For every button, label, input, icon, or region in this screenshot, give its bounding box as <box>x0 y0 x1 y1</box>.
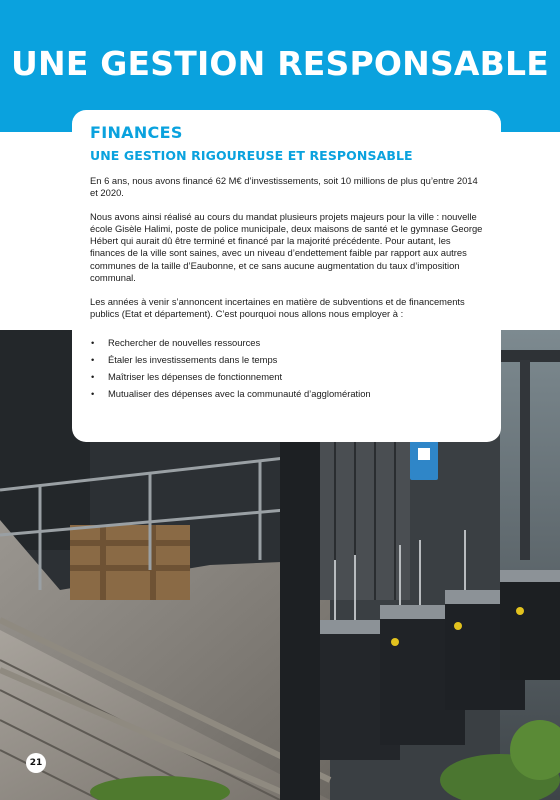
list-item <box>90 351 483 368</box>
section-subtitle: UNE GESTION RIGOUREUSE ET RESPONSABLE <box>90 148 413 163</box>
list-item <box>90 368 483 385</box>
bullet-icon: • <box>91 353 95 365</box>
list-item <box>90 334 483 351</box>
list-item-text: Maîtriser les dépenses de fonctionnement <box>108 370 283 382</box>
list-item-text: Mutualiser des dépenses avec la communauté d’agglomération <box>108 387 371 399</box>
paragraph-projects: Nous avons ainsi réalisé au cours du mandat plusieurs projets majeurs pour la ville : nouvelle école Gisèle Halimi, poste de police municipale, deux maisons de santé et le gymnase George Hébert qui aurait dû être terminé et financé par la majorité précédente. Pour autant, les finances de la ville sont saines, avec un niveau d’endettement faible par rapport aux autres communes de la taille d’Eaubonne, et ce sans aucune augmentation du taux d’imposition communal. <box>90 211 483 283</box>
list-item <box>90 385 483 402</box>
page-number: 21 <box>26 753 46 773</box>
page-title: UNE GESTION RESPONSABLE <box>11 44 549 83</box>
section-title: FINANCES <box>90 123 183 142</box>
paragraph-outlook: Les années à venir s’annoncent incertaines en matière de subventions et de financements publics (Etat et département). C’est pourquoi nous allons nous employer à : <box>90 295 465 319</box>
list-item-text: Rechercher de nouvelles ressources <box>108 336 261 348</box>
list-item-text: Étaler les investissements dans le temps <box>108 353 278 365</box>
content-card <box>72 110 501 442</box>
paragraph-investments: En 6 ans, nous avons financé 62 M€ d’investissements, soit 10 millions de plus qu’entre 2014 et 2020. <box>90 175 478 199</box>
action-list <box>90 334 483 402</box>
bullet-icon: • <box>91 387 95 399</box>
bullet-icon: • <box>91 336 95 348</box>
bullet-icon: • <box>91 370 95 382</box>
